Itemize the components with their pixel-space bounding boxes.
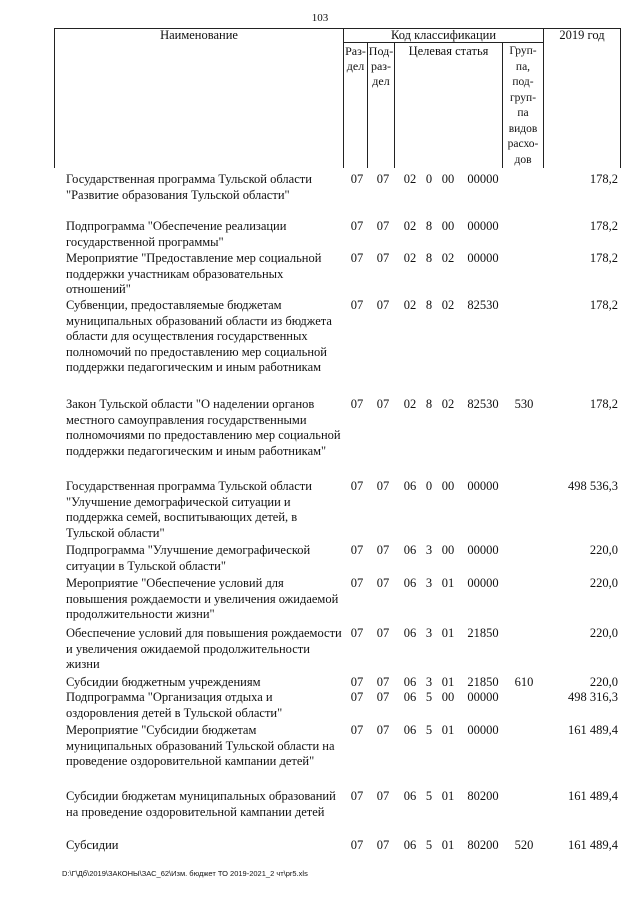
row-podrazdel: 07 bbox=[376, 479, 390, 493]
header-year: 2019 год bbox=[559, 28, 605, 42]
header-group: Груп- па, под- груп- па видов расхо- дов bbox=[507, 45, 539, 166]
row-razdel: 07 bbox=[350, 789, 364, 803]
row-target-program: 06 bbox=[403, 576, 417, 590]
row-expense-type: 520 bbox=[514, 838, 534, 852]
row-target-subprogram: 3 bbox=[425, 576, 433, 590]
row-razdel: 07 bbox=[350, 838, 364, 852]
row-podrazdel: 07 bbox=[376, 675, 390, 689]
row-amount: 178,2 bbox=[589, 172, 618, 186]
row-target-direction: 82530 bbox=[467, 397, 499, 411]
row-expense-type: 610 bbox=[514, 675, 534, 689]
row-target-subprogram: 8 bbox=[425, 397, 433, 411]
row-expense-type: 530 bbox=[514, 397, 534, 411]
row-target-program: 06 bbox=[403, 690, 417, 704]
row-amount: 178,2 bbox=[589, 219, 618, 233]
row-target-program: 06 bbox=[403, 723, 417, 737]
row-target-program: 02 bbox=[403, 172, 417, 186]
row-amount: 498 316,3 bbox=[568, 690, 618, 704]
row-name: Подпрограмма "Организация отдыха и оздоровления детей в Тульской области" bbox=[66, 690, 283, 720]
row-target-event: 01 bbox=[441, 626, 455, 640]
row-podrazdel: 07 bbox=[376, 723, 390, 737]
row-target-event: 02 bbox=[441, 397, 455, 411]
row-podrazdel: 07 bbox=[376, 172, 390, 186]
row-razdel: 07 bbox=[350, 723, 364, 737]
row-amount: 178,2 bbox=[589, 298, 618, 312]
row-amount: 220,0 bbox=[589, 626, 618, 640]
row-amount: 178,2 bbox=[589, 397, 618, 411]
row-target-program: 06 bbox=[403, 479, 417, 493]
row-target-event: 00 bbox=[441, 172, 455, 186]
row-razdel: 07 bbox=[350, 251, 364, 265]
row-target-subprogram: 5 bbox=[425, 838, 433, 852]
header-podrazdel: Под- раз- дел bbox=[368, 44, 394, 88]
row-target-subprogram: 5 bbox=[425, 789, 433, 803]
row-name: Подпрограмма "Улучшение демографической ситуации в Тульской области" bbox=[66, 543, 311, 573]
row-target-direction: 80200 bbox=[467, 838, 499, 852]
row-podrazdel: 07 bbox=[376, 543, 390, 557]
row-target-program: 02 bbox=[403, 219, 417, 233]
row-target-subprogram: 3 bbox=[425, 543, 433, 557]
row-podrazdel: 07 bbox=[376, 838, 390, 852]
row-target-event: 01 bbox=[441, 838, 455, 852]
row-target-event: 00 bbox=[441, 479, 455, 493]
row-razdel: 07 bbox=[350, 576, 364, 590]
row-target-program: 06 bbox=[403, 543, 417, 557]
row-target-event: 02 bbox=[441, 298, 455, 312]
header-target: Целевая статья bbox=[408, 44, 489, 58]
row-name: Обеспечение условий для повышения рождаемости и увеличения ожидаемой продолжительности жизни bbox=[66, 626, 342, 671]
row-podrazdel: 07 bbox=[376, 251, 390, 265]
row-name: Мероприятие "Обеспечение условий для повышения рождаемости и увеличения ожидаемой продолжительности жизни" bbox=[66, 576, 339, 621]
row-podrazdel: 07 bbox=[376, 219, 390, 233]
row-amount: 220,0 bbox=[589, 675, 618, 689]
row-target-event: 01 bbox=[441, 675, 455, 689]
row-name: Мероприятие "Субсидии бюджетам муниципальных образований Тульской области на проведение оздоровительной кампании детей" bbox=[66, 723, 335, 768]
row-amount: 498 536,3 bbox=[568, 479, 618, 493]
row-target-program: 02 bbox=[403, 251, 417, 265]
row-name: Субсидии бюджетам муниципальных образований на проведение оздоровительной кампании детей bbox=[66, 789, 336, 819]
row-podrazdel: 07 bbox=[376, 576, 390, 590]
row-target-direction: 00000 bbox=[467, 479, 499, 493]
row-razdel: 07 bbox=[350, 479, 364, 493]
row-target-program: 02 bbox=[403, 397, 417, 411]
row-target-direction: 00000 bbox=[467, 723, 499, 737]
row-target-subprogram: 0 bbox=[425, 172, 433, 186]
row-target-program: 06 bbox=[403, 789, 417, 803]
row-target-event: 00 bbox=[441, 543, 455, 557]
row-name: Государственная программа Тульской области "Улучшение демографической ситуации и поддержка семей, воспитывающих детей, в Тульской области" bbox=[66, 479, 312, 540]
row-target-event: 01 bbox=[441, 789, 455, 803]
row-target-program: 06 bbox=[403, 675, 417, 689]
row-target-direction: 21850 bbox=[467, 626, 499, 640]
row-target-subprogram: 5 bbox=[425, 723, 433, 737]
row-name: Субсидии bbox=[66, 838, 119, 852]
row-target-subprogram: 3 bbox=[425, 626, 433, 640]
header-code: Код классификации bbox=[390, 28, 497, 42]
row-name: Мероприятие "Предоставление мер социальной поддержки участникам образовательных отношений" bbox=[66, 251, 322, 296]
row-podrazdel: 07 bbox=[376, 690, 390, 704]
row-target-program: 06 bbox=[403, 838, 417, 852]
page-number: 103 bbox=[311, 12, 329, 24]
file-path-footer: D:\Г\Дб\2019\ЗАКОНЫ\ЗАС_62\Изм. бюджет ТО 2019-2021_2 чт\pr5.xls bbox=[62, 869, 308, 878]
row-target-event: 02 bbox=[441, 251, 455, 265]
row-amount: 220,0 bbox=[589, 576, 618, 590]
row-razdel: 07 bbox=[350, 298, 364, 312]
row-target-direction: 00000 bbox=[467, 251, 499, 265]
row-target-event: 00 bbox=[441, 219, 455, 233]
row-target-event: 00 bbox=[441, 690, 455, 704]
row-razdel: 07 bbox=[350, 690, 364, 704]
row-target-direction: 00000 bbox=[467, 690, 499, 704]
row-name: Государственная программа Тульской области "Развитие образования Тульской области" bbox=[66, 172, 312, 202]
row-target-subprogram: 8 bbox=[425, 251, 433, 265]
row-amount: 161 489,4 bbox=[568, 838, 618, 852]
row-target-event: 01 bbox=[441, 723, 455, 737]
row-razdel: 07 bbox=[350, 219, 364, 233]
row-podrazdel: 07 bbox=[376, 789, 390, 803]
row-razdel: 07 bbox=[350, 397, 364, 411]
row-name: Закон Тульской области "О наделении органов местного самоуправления государственными полномочиями по предоставлению мер социальной поддержки педагогическим и иным работникам" bbox=[66, 397, 341, 458]
row-podrazdel: 07 bbox=[376, 397, 390, 411]
row-target-direction: 21850 bbox=[467, 675, 499, 689]
row-target-subprogram: 5 bbox=[425, 690, 433, 704]
row-podrazdel: 07 bbox=[376, 298, 390, 312]
row-amount: 178,2 bbox=[589, 251, 618, 265]
row-amount: 161 489,4 bbox=[568, 723, 618, 737]
row-target-program: 02 bbox=[403, 298, 417, 312]
header-razdel: Раз- дел bbox=[345, 44, 366, 73]
row-name: Субсидии бюджетным учреждениям bbox=[66, 675, 261, 689]
row-name: Подпрограмма "Обеспечение реализации государственной программы" bbox=[66, 219, 287, 249]
row-target-event: 01 bbox=[441, 576, 455, 590]
row-target-direction: 00000 bbox=[467, 219, 499, 233]
row-target-subprogram: 8 bbox=[425, 219, 433, 233]
row-target-direction: 00000 bbox=[467, 172, 499, 186]
header-name: Наименование bbox=[160, 28, 238, 42]
row-target-direction: 82530 bbox=[467, 298, 499, 312]
row-razdel: 07 bbox=[350, 172, 364, 186]
row-name: Субвенции, предоставляемые бюджетам муниципальных образований области из бюджета области для осуществления государственных полномочий по предоставлению мер социальной поддержки педагогическим и иным работникам bbox=[66, 298, 332, 374]
row-target-direction: 00000 bbox=[467, 543, 499, 557]
row-razdel: 07 bbox=[350, 675, 364, 689]
row-target-subprogram: 8 bbox=[425, 298, 433, 312]
row-amount: 161 489,4 bbox=[568, 789, 618, 803]
row-target-direction: 80200 bbox=[467, 789, 499, 803]
row-target-subprogram: 3 bbox=[425, 675, 433, 689]
row-target-direction: 00000 bbox=[467, 576, 499, 590]
row-razdel: 07 bbox=[350, 543, 364, 557]
row-amount: 220,0 bbox=[589, 543, 618, 557]
row-podrazdel: 07 bbox=[376, 626, 390, 640]
row-target-program: 06 bbox=[403, 626, 417, 640]
row-target-subprogram: 0 bbox=[425, 479, 433, 493]
row-razdel: 07 bbox=[350, 626, 364, 640]
